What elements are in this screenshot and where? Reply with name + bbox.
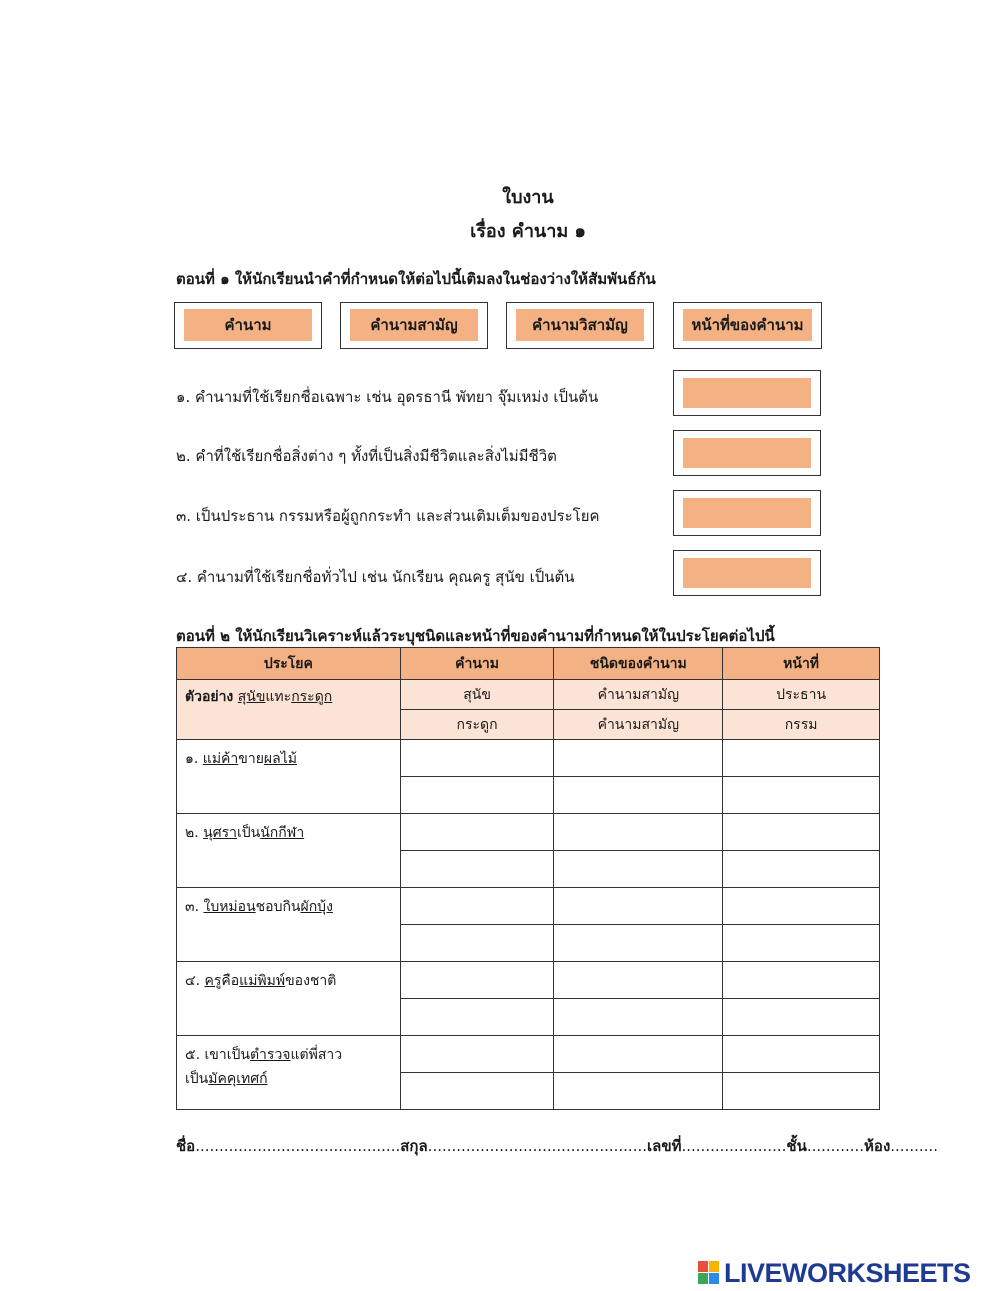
role-answer-cell[interactable]	[723, 814, 880, 851]
grade-label: ชั้น	[786, 1137, 807, 1155]
example-role: ประธาน	[723, 680, 880, 710]
underlined-noun: กระดูก	[291, 689, 333, 705]
answer-slot[interactable]	[683, 498, 811, 528]
grade-field[interactable]: ............	[806, 1137, 865, 1155]
question-3: ๓. เป็นประธาน กรรมหรือผู้ถูกกระทำ และส่วนเติมเต็มของประโยค	[176, 507, 600, 525]
part1-instruction: ตอนที่ ๑ ให้นักเรียนนำคำที่กำหนดให้ต่อไปนี้เติมลงในช่องว่างให้สัมพันธ์กัน	[176, 270, 656, 288]
table-row	[177, 740, 880, 777]
underlined-noun: นักกีฬา	[260, 825, 305, 841]
type-answer-cell[interactable]	[554, 740, 723, 777]
table-header-row	[177, 648, 880, 680]
answer-drop-box-4[interactable]	[673, 550, 821, 596]
number-field[interactable]: ......................	[681, 1137, 787, 1155]
surname-label: สกุล	[400, 1137, 428, 1155]
table-row	[177, 888, 880, 925]
question-1: ๑. คำนามที่ใช้เรียกชื่อเฉพาะ เช่น อุดรธานี พัทยา จุ๊มเหม่ง เป็นต้น	[176, 388, 599, 406]
item-number: ๔.	[185, 973, 201, 989]
sentence-text: คือ	[221, 973, 240, 989]
sentence-5	[177, 1036, 401, 1110]
example-sentence	[177, 680, 401, 740]
noun-answer-cell[interactable]	[400, 1036, 554, 1073]
underlined-noun: สุนัข	[237, 689, 266, 705]
type-answer-cell[interactable]	[554, 962, 723, 999]
example-noun: สุนัข	[400, 680, 554, 710]
question-4: ๔. คำนามที่ใช้เรียกชื่อทั่วไป เช่น นักเรียน คุณครู สุนัข เป็นต้น	[176, 568, 575, 586]
sentence-text: ของชาติ	[285, 973, 337, 989]
header-noun-type: ชนิดของคำนาม	[554, 648, 723, 680]
word-box-4[interactable]	[673, 302, 822, 349]
header-sentence: ประโยค	[177, 648, 401, 680]
sentence-text: แต่พี่สาว	[290, 1047, 343, 1063]
noun-answer-cell[interactable]	[400, 1073, 554, 1110]
name-label: ชื่อ	[176, 1137, 196, 1155]
word-box-3[interactable]	[506, 302, 654, 349]
item-number: ๓.	[185, 899, 200, 915]
example-type: คำนามสามัญ	[554, 680, 723, 710]
sentence-text: เป็น	[185, 1071, 209, 1087]
example-row	[177, 680, 880, 710]
table-row	[177, 962, 880, 999]
noun-answer-cell[interactable]	[400, 851, 554, 888]
noun-answer-cell[interactable]	[400, 962, 554, 999]
room-label: ห้อง	[864, 1137, 891, 1155]
example-noun: กระดูก	[400, 710, 554, 740]
underlined-noun: มัคคุเทศก์	[208, 1071, 268, 1087]
question-2: ๒. คำที่ใช้เรียกชื่อสิ่งต่าง ๆ ทั้งที่เป็นสิ่งมีชีวิตและสิ่งไม่มีชีวิต	[176, 447, 557, 465]
example-label: ตัวอย่าง	[185, 689, 234, 705]
page-title: ใบงาน	[502, 187, 554, 208]
logo-blocks-icon	[698, 1261, 720, 1285]
role-answer-cell[interactable]	[723, 888, 880, 925]
type-answer-cell[interactable]	[554, 851, 723, 888]
sentence-text: แทะ	[265, 689, 292, 705]
underlined-noun: ผักบุ้ง	[300, 899, 333, 915]
answer-drop-box-1[interactable]	[673, 370, 821, 416]
type-answer-cell[interactable]	[554, 1073, 723, 1110]
sentence-text: ขาย	[238, 751, 264, 767]
sentence-text: เขาเป็น	[204, 1047, 250, 1063]
sentence-1	[177, 740, 401, 814]
name-field[interactable]: ...........................................	[195, 1137, 401, 1155]
noun-answer-cell[interactable]	[400, 888, 554, 925]
analysis-table	[176, 647, 880, 1110]
number-label: เลขที่	[647, 1137, 682, 1155]
noun-answer-cell[interactable]	[400, 925, 554, 962]
item-number: ๕.	[185, 1047, 201, 1063]
type-answer-cell[interactable]	[554, 888, 723, 925]
answer-slot[interactable]	[683, 438, 811, 468]
word-box-1[interactable]	[174, 302, 322, 349]
example-role: กรรม	[723, 710, 880, 740]
noun-answer-cell[interactable]	[400, 999, 554, 1036]
type-answer-cell[interactable]	[554, 777, 723, 814]
word-box-2[interactable]	[340, 302, 488, 349]
word-chip[interactable]: คำนามวิสามัญ	[516, 309, 644, 341]
item-number: ๒.	[185, 825, 199, 841]
answer-slot[interactable]	[683, 558, 811, 588]
noun-answer-cell[interactable]	[400, 814, 554, 851]
word-chip[interactable]: คำนาม	[184, 309, 312, 341]
noun-answer-cell[interactable]	[400, 740, 554, 777]
room-field[interactable]: ..........	[890, 1137, 938, 1155]
role-answer-cell[interactable]	[723, 962, 880, 999]
role-answer-cell[interactable]	[723, 851, 880, 888]
type-answer-cell[interactable]	[554, 814, 723, 851]
word-chip[interactable]: คำนามสามัญ	[350, 309, 478, 341]
underlined-noun: ครู	[204, 973, 222, 989]
role-answer-cell[interactable]	[723, 1073, 880, 1110]
answer-drop-box-3[interactable]	[673, 490, 821, 536]
item-number: ๑.	[185, 751, 199, 767]
header-role: หน้าที่	[723, 648, 880, 680]
role-answer-cell[interactable]	[723, 740, 880, 777]
type-answer-cell[interactable]	[554, 999, 723, 1036]
answer-drop-box-2[interactable]	[673, 430, 821, 476]
surname-field[interactable]: ..............................................	[427, 1137, 648, 1155]
part2-instruction: ตอนที่ ๒ ให้นักเรียนวิเคราะห์แล้วระบุชนิดและหน้าที่ของคำนามที่กำหนดให้ในประโยคต่อไปนี้	[176, 627, 775, 645]
table-row	[177, 814, 880, 851]
header-noun: คำนาม	[400, 648, 554, 680]
student-info-line	[176, 1134, 938, 1158]
role-answer-cell[interactable]	[723, 999, 880, 1036]
word-chip[interactable]: หน้าที่ของคำนาม	[683, 309, 812, 341]
role-answer-cell[interactable]	[723, 777, 880, 814]
sentence-text: เป็น	[236, 825, 261, 841]
role-answer-cell[interactable]	[723, 1036, 880, 1073]
underlined-noun: นุศรา	[203, 825, 237, 841]
sentence-3	[177, 888, 401, 962]
underlined-noun: ผลไม้	[263, 751, 297, 767]
table-row	[177, 1036, 880, 1073]
sentence-text: ชอบกิน	[255, 899, 301, 915]
answer-slot[interactable]	[683, 378, 811, 408]
type-answer-cell[interactable]	[554, 1036, 723, 1073]
sentence-4	[177, 962, 401, 1036]
type-answer-cell[interactable]	[554, 925, 723, 962]
sentence-2	[177, 814, 401, 888]
logo-text: LIVEWORKSHEETS	[724, 1258, 971, 1288]
role-answer-cell[interactable]	[723, 925, 880, 962]
page-subtitle: เรื่อง คำนาม ๑	[470, 221, 586, 242]
liveworksheets-logo[interactable]	[698, 1258, 971, 1289]
underlined-noun: แม่พิมพ์	[239, 973, 286, 989]
example-type: คำนามสามัญ	[554, 710, 723, 740]
underlined-noun: ใบหม่อน	[203, 899, 256, 915]
noun-answer-cell[interactable]	[400, 777, 554, 814]
underlined-noun: ตำรวจ	[249, 1047, 291, 1063]
underlined-noun: แม่ค้า	[202, 751, 239, 767]
